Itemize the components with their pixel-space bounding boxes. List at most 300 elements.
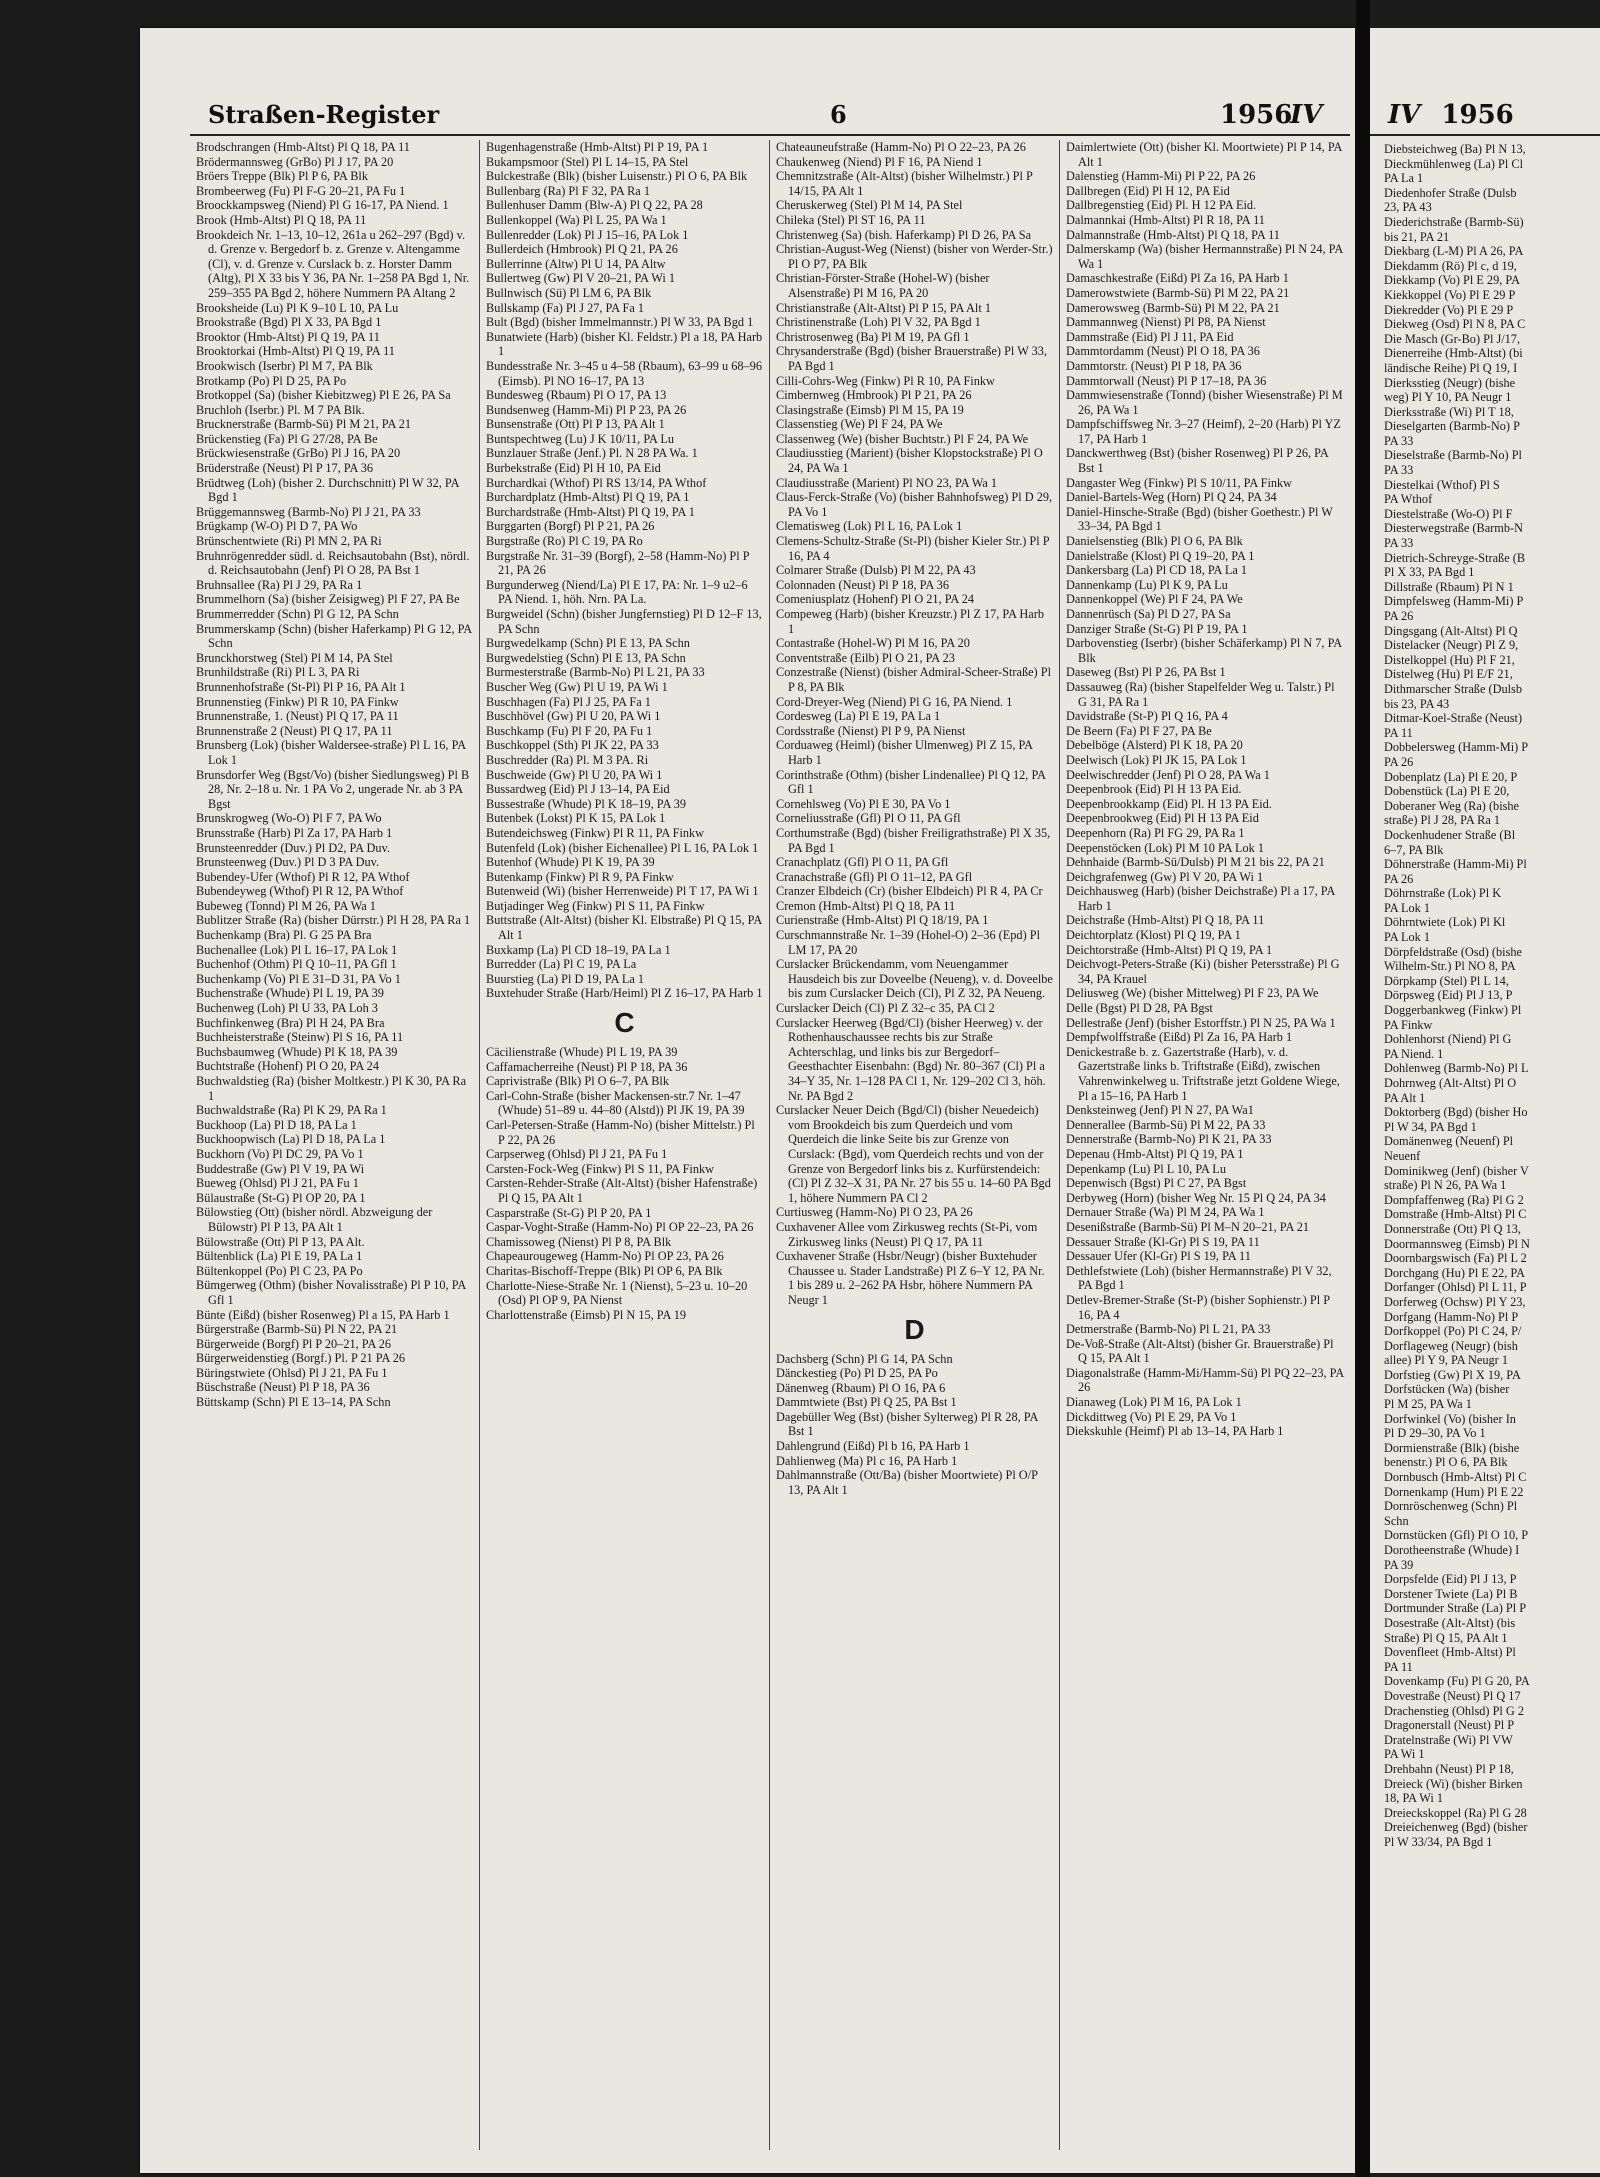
street-entry: Bundsenweg (Hamm-Mi) Pl P 23, PA 26 xyxy=(486,402,687,417)
street-entry: Dankersbarg (La) Pl CD 18, PA La 1 xyxy=(1066,563,1248,578)
street-entry: Büttskamp (Schn) Pl E 13–14, PA Schn xyxy=(196,1395,391,1410)
street-entry: Chileka (Stel) Pl ST 16, PA 11 xyxy=(776,212,926,227)
street-entry: Curschmannstraße Nr. 1–39 (Hohel-O) 2–36 (Epd) Pl LM 17, PA 20 xyxy=(776,928,1040,957)
street-entry: Buchenstraße (Whude) Pl L 19, PA 39 xyxy=(196,986,384,1001)
street-entry-fragment: PA Finkw xyxy=(1384,1017,1433,1032)
street-entry: Dänenweg (Rbaum) Pl O 16, PA 6 xyxy=(776,1380,946,1395)
street-entry: Dannenkamp (Lu) Pl K 9, PA Lu xyxy=(1066,577,1228,592)
street-entry-fragment: Diebsteichweg (Ba) Pl N 13, xyxy=(1384,142,1526,156)
street-entry: Claudiusstraße (Marient) Pl NO 23, PA Wa 1 xyxy=(776,475,998,490)
street-entry-fragment: Diekweg (Osd) Pl N 8, PA C xyxy=(1384,317,1526,332)
street-entry: Danckwerthweg (Bst) (bisher Rosenweg) Pl P 26, PA Bst 1 xyxy=(1066,446,1329,476)
street-entry: Dahlmannstraße (Ott/Ba) (bisher Moortwiete) Pl O/P 13, PA Alt 1 xyxy=(776,1468,1038,1497)
street-entry: Clemens-Schultz-Straße (St-Pl) (bisher Kieler Str.) Pl P 16, PA 4 xyxy=(776,534,1050,563)
street-entry: Curslacker Heerweg (Bgd/Cl) (bisher Heerweg) v. der Rothenhauschaussee rechts bis zur Straße Achterschlag, und links bis zur Bergedorf–Geesthachter Eisenbahn: (Bgd) Nr. 80–367 (Cl) Pl a 34–Y 35, Nr. 1–128 PA Cl 1, Nr. 129–202 Cl 3, höh. Nr. PA Bgd 2 xyxy=(776,1015,1046,1103)
street-entry: Cornehlsweg (Vo) Pl E 30, PA Vo 1 xyxy=(776,796,951,811)
street-entry: Buckhoopwisch (La) Pl D 18, PA La 1 xyxy=(196,1132,386,1147)
street-entry-fragment: PA 33 xyxy=(1384,463,1414,478)
street-entry: Buscher Weg (Gw) Pl U 19, PA Wi 1 xyxy=(486,679,668,694)
street-entry-fragment: Dovestraße (Neust) Pl Q 17 xyxy=(1384,1688,1521,1703)
street-entry: Bruhnsallee (Ra) Pl J 29, PA Ra 1 xyxy=(196,577,363,592)
street-entry: Butenhof (Whude) Pl K 19, PA 39 xyxy=(486,855,655,870)
street-entry: Curslacker Brückendamm, vom Neuengammer Hausdeich bis zur Doveelbe (Neueng), v. d. Doveelbe bis zum Curslacker Deich (Cl), Pl Z 32, PA Neueng. xyxy=(776,957,1053,1001)
street-entry: Cimbernweg (Hmbrook) Pl P 21, PA 26 xyxy=(776,388,972,403)
street-entry: Brunsberg (Lok) (bisher Waldersee-straße) Pl L 16, PA Lok 1 xyxy=(196,738,466,767)
street-entry-fragment: Dithmarscher Straße (Dulsb xyxy=(1384,681,1522,696)
street-entry: Deepenbrookkamp (Eid) Pl. H 13 PA Eid. xyxy=(1066,796,1272,811)
column-3 xyxy=(770,140,1060,2150)
street-entry: Brodschrangen (Hmb-Altst) Pl Q 18, PA 11 xyxy=(196,140,410,154)
street-entry: Bümgerweg (Othm) (bisher Novalisstraße) Pl P 10, PA Gfl 1 xyxy=(196,1278,466,1307)
street-entry: Dammannweg (Nienst) Pl P8, PA Nienst xyxy=(1066,315,1266,330)
register-page-left xyxy=(140,28,1355,2173)
street-entry: Conventstraße (Eilb) Pl O 21, PA 23 xyxy=(776,650,955,665)
street-entry-fragment: Neuenf xyxy=(1384,1148,1421,1163)
section-letter: C xyxy=(614,1007,635,1039)
street-entry: Claus-Ferck-Straße (Vo) (bisher Bahnhofsweg) Pl D 29, PA Vo 1 xyxy=(776,490,1053,519)
street-entry-fragment: Dieselstraße (Barmb-No) Pl xyxy=(1384,448,1522,463)
street-entry: Bruhnrögenredder südl. d. Reichsautobahn (Bst), nördl. d. Reichsautobahn (Jenf) Pl O 28, PA Bst 1 xyxy=(196,548,470,578)
street-entry: Bublitzer Straße (Ra) (bisher Dürrstr.) Pl H 28, PA Ra 1 xyxy=(196,913,471,928)
street-entry-fragment: Dorflageweg (Neugr) (bish xyxy=(1384,1338,1518,1353)
street-entry: Caprivistraße (Blk) Pl O 6–7, PA Blk xyxy=(486,1074,669,1089)
street-entry-fragment: straße) Pl N 26, PA Wa 1 xyxy=(1384,1178,1507,1193)
street-entry-fragment: Diekkamp (Vo) Pl E 29, PA xyxy=(1384,273,1520,288)
street-entry: Chemnitzstraße (Alt-Altst) (bisher Wilhelmstr.) Pl P 14/15, PA Alt 1 xyxy=(776,169,1033,198)
page-title: Straßen-Register xyxy=(208,100,440,129)
street-entry: Deelwisch (Lok) Pl JK 15, PA Lok 1 xyxy=(1066,752,1247,767)
street-entry: Conzestraße (Nienst) (bisher Admiral-Scheer-Straße) Pl P 8, PA Blk xyxy=(776,665,1051,694)
street-entry: Butenfeld (Lok) (bisher Eichenallee) Pl L 16, PA Lok 1 xyxy=(486,840,759,855)
street-entry: Christian-August-Weg (Nienst) (bisher von Werder-Str.) Pl O P7, PA Blk xyxy=(776,242,1053,271)
street-entry: Bubeweg (Tonnd) Pl M 26, PA Wa 1 xyxy=(196,898,376,913)
street-entry: Dangaster Weg (Finkw) Pl S 10/11, PA Finkw xyxy=(1066,475,1293,490)
street-entry-fragment: Dierksstieg (Neugr) (bishe xyxy=(1384,375,1516,390)
street-entry: Cuxhavener Allee vom Zirkusweg rechts (St-Pi, vom Zirkusweg links (Neust) Pl Q 17, PA 11 xyxy=(776,1219,1038,1249)
street-entry: Bukampsmoor (Stel) Pl L 14–15, PA Stel xyxy=(486,154,689,169)
street-entry: Bullenkoppel (Wa) Pl L 25, PA Wa 1 xyxy=(486,212,667,227)
street-entry: Deliusweg (We) (bisher Mittelweg) Pl F 23, PA We xyxy=(1066,986,1319,1001)
street-entry: Burchardstraße (Hmb-Altst) Pl Q 19, PA 1 xyxy=(486,504,695,519)
street-entry: Brödermannsweg (GrBo) Pl J 17, PA 20 xyxy=(196,154,394,169)
street-entry: Buchtstraße (Hohenf) Pl O 20, PA 24 xyxy=(196,1059,379,1074)
street-entry: Buntspechtweg (Lu) J K 10/11, PA Lu xyxy=(486,431,674,446)
street-entry: Christenweg (Sa) (bish. Haferkamp) Pl D 26, PA Sa xyxy=(776,227,1032,242)
street-entry: Brombeerweg (Fu) Pl F-G 20–21, PA Fu 1 xyxy=(196,183,406,198)
street-entry: Buschhövel (Gw) Pl U 20, PA Wi 1 xyxy=(486,709,661,724)
street-entry: Dempfwolffstraße (Eißd) Pl Za 16, PA Harb 1 xyxy=(1066,1030,1293,1045)
street-entry: Dehnhaide (Barmb-Sü/Dulsb) Pl M 21 bis 22, PA 21 xyxy=(1066,855,1325,870)
street-entry: Bürgerweidenstieg (Borgf.) Pl. P 21 PA 26 xyxy=(196,1351,406,1366)
street-entry: Bullenredder (Lok) Pl J 15–16, PA Lok 1 xyxy=(486,227,689,242)
street-entry: Bültenkoppel (Po) Pl C 23, PA Po xyxy=(196,1263,363,1278)
street-entry-fragment: Dosestraße (Alt-Altst) (bis xyxy=(1384,1615,1516,1630)
street-entry: Deepenstöcken (Lok) Pl M 10 PA Lok 1 xyxy=(1066,840,1264,855)
street-entry: Depenau (Hmb-Altst) Pl Q 19, PA 1 xyxy=(1066,1146,1244,1161)
street-entry: Bundesweg (Rbaum) Pl O 17, PA 13 xyxy=(486,388,667,403)
street-entry-fragment: Donnerstraße (Ott) Pl Q 13, xyxy=(1384,1221,1521,1236)
street-entry-fragment: Dortmunder Straße (La) Pl P xyxy=(1384,1601,1527,1616)
street-entry-fragment: Dorferweg (Ochsw) Pl Y 23, xyxy=(1384,1294,1526,1309)
street-entry: Brückwiesenstraße (GrBo) Pl J 16, PA 20 xyxy=(196,446,401,461)
column-1 xyxy=(190,140,480,2150)
street-entry: Dethlefstwiete (Loh) (bisher Hermannstraße) Pl V 32, PA Bgd 1 xyxy=(1066,1263,1332,1293)
street-entry-fragment: PA 26 xyxy=(1384,871,1414,886)
street-entry: De Beern (Fa) Pl F 27, PA Be xyxy=(1066,723,1212,738)
book-gutter xyxy=(1356,0,1370,2177)
street-entry: Brunnenstraße, 1. (Neust) Pl Q 17, PA 11 xyxy=(196,709,399,724)
right-year-label: 1956 xyxy=(1441,100,1514,130)
street-entry: Chapeaurougeweg (Hamm-No) Pl OP 23, PA 26 xyxy=(486,1249,724,1264)
street-entry-fragment: Diestelkai (Wthof) Pl S xyxy=(1384,477,1500,492)
street-entry: Brunsteenweg (Duv.) Pl D 3 PA Duv. xyxy=(196,855,380,870)
street-entry: Deichtorplatz (Klost) Pl Q 19, PA 1 xyxy=(1066,928,1241,943)
street-entry: Dassauweg (Ra) (bisher Stapelfelder Weg u. Talstr.) Pl G 31, PA Ra 1 xyxy=(1066,679,1335,709)
street-entry: Burbekstraße (Eid) Pl H 10, PA Eid xyxy=(486,461,661,476)
street-entry: Brookdeich Nr. 1–13, 10–12, 261a u 262–297 (Bgd) v. d. Grenze v. Bergedorf b. z. Grenze v. Altengamme (Cl), v. d. Grenze v. Curslack b. z. Horster Damm (Altg), Pl X 33 bis Y 36, PA Nr. 1–258 PA Bgd 1, Nr. 259–355 PA Bgd 2, höhere Nummern PA Altang 2 xyxy=(196,227,470,300)
street-entry-fragment: Dohlenhorst (Niend) Pl G xyxy=(1384,1032,1512,1047)
street-entry: Derbyweg (Horn) (bisher Weg Nr. 15 Pl Q 24, PA 34 xyxy=(1066,1190,1326,1205)
street-entry: Brunnenhofstraße (St-Pl) Pl P 16, PA Alt 1 xyxy=(196,679,406,694)
street-entry-fragment: Dockenhudener Straße (Bl xyxy=(1384,827,1516,842)
street-entry: Dessauer Straße (Kl-Gr) Pl S 19, PA 11 xyxy=(1066,1234,1260,1249)
street-entry-fragment: PA La 1 xyxy=(1384,171,1424,186)
street-entry: Brunskrogweg (Wo-O) Pl F 7, PA Wo xyxy=(196,811,382,826)
street-entry-fragment: PA 26 xyxy=(1384,609,1414,623)
street-entry: Detlev-Bremer-Straße (St-P) (bisher Sophienstr.) Pl P 16, PA 4 xyxy=(1066,1292,1330,1322)
street-entry: Dahlienweg (Ma) Pl c 16, PA Harb 1 xyxy=(776,1453,958,1468)
street-entry: De-Voß-Straße (Alt-Altst) (bisher Gr. Brauerstraße) Pl Q 15, PA Alt 1 xyxy=(1066,1336,1334,1366)
street-entry-fragment: Dierksstraße (Wi) Pl T 18, xyxy=(1384,404,1514,419)
street-entry-fragment: 6–7, PA Blk xyxy=(1384,842,1444,857)
street-entry: Dampfschiffsweg Nr. 3–27 (Heimf), 2–20 (Harb) Pl YZ 17, PA Harb 1 xyxy=(1066,417,1341,446)
street-entry-fragment: Distelkoppel (Hu) Pl F 21, xyxy=(1384,652,1515,667)
street-entry: Deelwischredder (Jenf) Pl O 28, PA Wa 1 xyxy=(1066,767,1270,782)
street-entry: Deichvogt-Peters-Straße (Ki) (bisher Petersstraße) Pl G 34, PA Krauel xyxy=(1066,957,1340,986)
street-entry: Buckhoop (La) Pl D 18, PA La 1 xyxy=(196,1117,357,1132)
street-entry-fragment: Dobbelersweg (Hamm-Mi) P xyxy=(1384,740,1529,755)
street-entry: Clasingstraße (Eimsb) Pl M 15, PA 19 xyxy=(776,402,964,417)
street-entry: Bröers Treppe (Blk) Pl P 6, PA Blk xyxy=(196,169,368,184)
street-entry: Bunsenstraße (Ott) Pl P 13, PA Alt 1 xyxy=(486,417,665,432)
column-2 xyxy=(480,140,770,2150)
street-entry: Bunzlauer Straße (Jenf.) Pl. N 28 PA Wa. 1 xyxy=(486,446,698,461)
street-entry: Butenkamp (Finkw) Pl R 9, PA Finkw xyxy=(486,869,674,884)
street-entry-fragment: Wilhelm-Str.) Pl NO 8, PA xyxy=(1384,959,1516,974)
street-entry: Brunsteenredder (Duv.) Pl D2, PA Duv. xyxy=(196,840,390,855)
right-header-rule xyxy=(1370,134,1600,136)
street-entry: Depenwisch (Bgst) Pl C 27, PA Bgst xyxy=(1066,1176,1247,1191)
street-entry: Caffamacherreihe (Neust) Pl P 18, PA 36 xyxy=(486,1059,688,1074)
street-entry: Buchenkamp (Bra) Pl. G 25 PA Bra xyxy=(196,928,372,943)
street-entry-fragment: straße) Pl J 28, PA Ra 1 xyxy=(1384,813,1501,828)
street-entry-fragment: Die Masch (Gr-Bo) Pl J/17, xyxy=(1384,331,1521,346)
street-entry-fragment: Domänenweg (Neuenf) Pl xyxy=(1384,1134,1514,1149)
street-entry: Bünte (Eißd) (bisher Rosenweg) Pl a 15, PA Harb 1 xyxy=(196,1307,450,1322)
street-entry: Cordsstraße (Nienst) Pl P 9, PA Nienst xyxy=(776,723,966,738)
street-entry: Clematisweg (Lok) Pl L 16, PA Lok 1 xyxy=(776,519,963,534)
street-entry-fragment: Dorstener Twiete (La) Pl B xyxy=(1384,1586,1518,1601)
page-number: 6 xyxy=(830,100,847,129)
street-entry-fragment: Dieckmühlenweg (La) Pl Cl xyxy=(1384,156,1523,171)
street-entry: Dalenstieg (Hamm-Mi) Pl P 22, PA 26 xyxy=(1066,169,1256,184)
street-entry: Brookstraße (Bgd) Pl X 33, PA Bgd 1 xyxy=(196,315,382,330)
street-entry-fragment: Pl D 29–30, PA Vo 1 xyxy=(1384,1426,1486,1441)
street-entry: Classenstieg (We) Pl F 24, PA We xyxy=(776,417,943,432)
street-entry: Brunnenstieg (Finkw) Pl R 10, PA Finkw xyxy=(196,694,399,709)
street-entry-fragment: Distelacker (Neugr) Pl Z 9, xyxy=(1384,638,1519,653)
street-entry: Corinthstraße (Othm) (bisher Lindenallee) Pl Q 12, PA Gfl 1 xyxy=(776,767,1046,797)
street-entry: Buchenkamp (Vo) Pl E 31–D 31, PA Vo 1 xyxy=(196,971,401,986)
street-entry-fragment: Dompfaffenweg (Ra) Pl G 2 xyxy=(1384,1192,1524,1207)
street-entry: Dessauer Ufer (Kl-Gr) Pl S 19, PA 11 xyxy=(1066,1249,1251,1264)
street-entry-fragment: PA 39 xyxy=(1384,1557,1414,1572)
street-entry: Dannenrüsch (Sa) Pl D 27, PA Sa xyxy=(1066,607,1231,621)
street-entry: Comeniusplatz (Hohenf) Pl O 21, PA 24 xyxy=(776,592,974,607)
street-entry-fragment: Domstraße (Hmb-Altst) Pl C xyxy=(1384,1207,1527,1222)
street-entry-fragment: Dorfstücken (Wa) (bisher xyxy=(1384,1382,1510,1397)
street-entry-fragment: Dornenkamp (Hum) Pl E 22 xyxy=(1384,1484,1524,1499)
street-entry: Cranachstraße (Gfl) Pl O 11–12, PA Gfl xyxy=(776,869,973,884)
street-entry: Brotkoppel (Sa) (bisher Kiebitzweg) Pl E 26, PA Sa xyxy=(196,388,451,403)
street-entry-fragment: ländische Reihe) Pl Q 19, I xyxy=(1384,360,1518,375)
street-entry: Dalmannkai (Hmb-Altst) Pl R 18, PA 11 xyxy=(1066,212,1265,227)
street-entry: Brook (Hmb-Altst) Pl Q 18, PA 11 xyxy=(196,212,367,227)
street-entry: Burgweidel (Schn) (bisher Jungfernstieg) Pl D 12–F 13, PA Schn xyxy=(486,607,762,636)
street-entry: Dennerstraße (Barmb-No) Pl K 21, PA 33 xyxy=(1066,1132,1272,1147)
street-entry: Dallbregenstieg (Eid) Pl. H 12 PA Eid. xyxy=(1066,198,1257,213)
street-entry: Brüggemannsweg (Barmb-No) Pl J 21, PA 33 xyxy=(196,504,421,519)
street-entry-fragment: bis 21, PA 21 xyxy=(1384,229,1450,244)
street-entry: Brotkamp (Po) Pl D 25, PA Po xyxy=(196,373,347,388)
street-entry: Dickdittweg (Vo) Pl E 29, PA Vo 1 xyxy=(1066,1409,1237,1424)
street-entry: Christian-Förster-Straße (Hohel-W) (bisher Alsenstraße) Pl M 16, PA 20 xyxy=(776,271,990,300)
street-entry: Brooksheide (Lu) Pl K 9–10 L 10, PA Lu xyxy=(196,300,399,315)
street-entry: Chaukenweg (Niend) Pl F 16, PA Niend 1 xyxy=(776,154,983,169)
street-entry: Dellestraße (Jenf) (bisher Estorffstr.) Pl N 25, PA Wa 1 xyxy=(1066,1015,1336,1030)
street-entry: Bullerdeich (Hmbrook) Pl Q 21, PA 26 xyxy=(486,242,678,257)
street-entry: Bülaustraße (St-G) Pl OP 20, PA 1 xyxy=(196,1190,366,1205)
street-entry-fragment: PA Lok 1 xyxy=(1384,900,1431,915)
street-entry: Buckhorn (Vo) Pl DC 29, PA Vo 1 xyxy=(196,1146,364,1161)
street-entry: Broockkampsweg (Niend) Pl G 16-17, PA Niend. 1 xyxy=(196,198,449,213)
street-entry: Diekskuhle (Heimf) Pl ab 13–14, PA Harb 1 xyxy=(1066,1424,1284,1439)
street-entry: Brummerredder (Schn) Pl G 12, PA Schn xyxy=(196,607,399,621)
street-entry-fragment: Straße) Pl Q 15, PA Alt 1 xyxy=(1384,1630,1508,1645)
street-entry-fragment: Dobenstück (La) Pl E 20, xyxy=(1384,784,1510,799)
street-entry: Buurstieg (La) Pl D 19, PA La 1 xyxy=(486,971,645,986)
street-entry: Dagebüller Weg (Bst) (bisher Sylterweg) Pl R 28, PA Bst 1 xyxy=(776,1409,1038,1439)
street-entry: Bullenbarg (Ra) Pl F 32, PA Ra 1 xyxy=(486,183,650,198)
street-entry-fragment: Dohrnweg (Alt-Altst) Pl O xyxy=(1384,1076,1517,1090)
street-entry: Buchwaldstraße (Ra) Pl K 29, PA Ra 1 xyxy=(196,1103,387,1118)
street-entry: Brünschentwiete (Ri) Pl MN 2, PA Ri xyxy=(196,534,382,549)
street-entry-fragment: PA 33 xyxy=(1384,433,1414,448)
street-entry-fragment: Dohlenweg (Barmb-No) Pl L xyxy=(1384,1061,1529,1076)
street-entry: Chateauneufstraße (Hamm-No) Pl O 22–23, PA 26 xyxy=(776,140,1026,154)
street-entry: Buttstraße (Alt-Altst) (bisher Kl. Elbstraße) Pl Q 15, PA Alt 1 xyxy=(486,913,762,943)
column-4 xyxy=(1060,140,1350,2150)
street-entry-fragment: Pl X 33, PA Bgd 1 xyxy=(1384,565,1475,580)
street-entry: Burgwedelkamp (Schn) Pl E 13, PA Schn xyxy=(486,636,690,651)
right-column xyxy=(1384,142,1600,1849)
street-entry: Dianaweg (Lok) Pl M 16, PA Lok 1 xyxy=(1066,1395,1242,1410)
register-columns xyxy=(190,140,1350,2150)
street-entry: Cäcilienstraße (Whude) Pl L 19, PA 39 xyxy=(486,1045,678,1060)
street-entry: Burmesterstraße (Barmb-No) Pl L 21, PA 33 xyxy=(486,665,705,680)
street-entry: Bulckestraße (Blk) (bisher Luisenstr.) Pl O 6, PA Blk xyxy=(486,169,748,184)
street-entry-fragment: Dovenfleet (Hmb-Altst) Pl xyxy=(1384,1645,1516,1660)
street-entry: Danziger Straße (St-G) Pl P 19, PA 1 xyxy=(1066,621,1248,636)
street-entry: Cremon (Hmb-Altst) Pl Q 18, PA 11 xyxy=(776,898,956,913)
street-entry: Corthumstraße (Bgd) (bisher Freiligrathstraße) Pl X 35, PA Bgd 1 xyxy=(776,825,1051,855)
street-entry: Bürgerweide (Borgf) Pl P 20–21, PA 26 xyxy=(196,1336,392,1351)
street-entry: Dammtwiete (Bst) Pl Q 25, PA Bst 1 xyxy=(776,1395,957,1410)
street-entry-fragment: Dreieichenweg (Bgd) (bisher xyxy=(1384,1820,1528,1835)
street-entry: Butenweid (Wi) (bisher Herrenweide) Pl T 17, PA Wi 1 xyxy=(486,884,759,899)
street-entry: Burredder (La) Pl C 19, PA La xyxy=(486,957,637,972)
street-entry: Dernauer Straße (Wa) Pl M 24, PA Wa 1 xyxy=(1066,1205,1265,1220)
street-entry-fragment: Doggerbankweg (Finkw) Pl xyxy=(1384,1003,1522,1018)
street-entry: Dannenkoppel (We) Pl F 24, PA We xyxy=(1066,592,1243,607)
street-entry-fragment: Schn xyxy=(1384,1513,1409,1528)
street-entry: Buxkamp (La) Pl CD 18–19, PA La 1 xyxy=(486,942,671,957)
street-entry-fragment: Döhnerstraße (Hamm-Mi) Pl xyxy=(1384,857,1527,872)
street-entry: Brüdtweg (Loh) (bisher 2. Durchschnitt) Pl W 32, PA Bgd 1 xyxy=(196,475,459,505)
street-entry-fragment: Doormannsweg (Eimsb) Pl N xyxy=(1384,1236,1530,1251)
street-entry: Carpserweg (Ohlsd) Pl J 21, PA Fu 1 xyxy=(486,1147,668,1162)
street-entry-fragment: Dobenplatz (La) Pl E 20, P xyxy=(1384,769,1518,784)
street-entry: Buddestraße (Gw) Pl V 19, PA Wi xyxy=(196,1161,365,1176)
street-entry: Brunsdorfer Weg (Bgst/Vo) (bisher Siedlungsweg) Pl B 28, Nr. 2–18 u. Nr. 1 PA Vo 2, ungerade Nr. ab 3 PA Bgst xyxy=(196,767,470,811)
street-entry: Damaschkestraße (Eißd) Pl Za 16, PA Harb 1 xyxy=(1066,271,1289,286)
street-entry-fragment: Dienerreihe (Hmb-Altst) (bi xyxy=(1384,346,1523,361)
street-entry: Bult (Bgd) (bisher Immelmannstr.) Pl W 33, PA Bgd 1 xyxy=(486,315,754,330)
street-entry: Daniel-Bartels-Weg (Horn) Pl Q 24, PA 34 xyxy=(1066,490,1277,505)
street-entry: Charlottenstraße (Eimsb) Pl N 15, PA 19 xyxy=(486,1307,687,1322)
street-entry: Chamissoweg (Nienst) Pl P 8, PA Blk xyxy=(486,1234,672,1249)
street-entry: Dänckestieg (Po) Pl D 25, PA Po xyxy=(776,1366,938,1381)
street-entry: Butendeichsweg (Finkw) Pl R 11, PA Finkw xyxy=(486,825,705,840)
street-entry: Darbovenstieg (Iserbr) (bisher Schäferkamp) Pl N 7, PA Blk xyxy=(1066,636,1342,665)
section-label: IV xyxy=(1290,100,1323,130)
street-entry: Brunckhorstweg (Stel) Pl M 14, PA Stel xyxy=(196,650,393,665)
street-entry: Buchsbaumweg (Whude) Pl K 18, PA 39 xyxy=(196,1044,398,1059)
street-entry: Dammtorstr. (Neust) Pl P 18, PA 36 xyxy=(1066,358,1242,373)
street-entry: Claudiusstieg (Marient) (bisher Klopstockstraße) Pl O 24, PA Wa 1 xyxy=(776,446,1043,476)
street-entry: Bugenhagenstraße (Hmb-Altst) Pl P 19, PA 1 xyxy=(486,140,709,154)
street-entry: Dalmannstraße (Hmb-Altst) Pl Q 18, PA 11 xyxy=(1066,227,1280,242)
street-entry: Burgstraße Nr. 31–39 (Borgf), 2–58 (Hamm-No) Pl P 21, PA 26 xyxy=(486,548,750,578)
street-entry: Deepenhorn (Ra) Pl FG 29, PA Ra 1 xyxy=(1066,825,1245,840)
street-entry: Curslacker Deich (Cl) Pl Z 32–c 35, PA Cl 2 xyxy=(776,1001,995,1016)
street-entry-fragment: PA 11 xyxy=(1384,1659,1413,1674)
street-entry: Bussestraße (Whude) Pl K 18–19, PA 39 xyxy=(486,796,687,811)
street-entry: Buschhagen (Fa) Pl J 25, PA Fa 1 xyxy=(486,694,651,709)
section-letter: D xyxy=(904,1313,925,1345)
street-entry-fragment: PA 26 xyxy=(1384,754,1414,769)
street-entry: Bundesstraße Nr. 3–45 u 4–58 (Rbaum), 63–99 u 68–96 (Eimsb). Pl NO 16–17, PA 13 xyxy=(486,358,762,388)
street-entry: Dammtorwall (Neust) Pl P 17–18, PA 36 xyxy=(1066,373,1267,388)
street-entry: Brooktor (Hmb-Altst) Pl Q 19, PA 11 xyxy=(196,329,380,344)
street-entry: Diagonalstraße (Hamm-Mi/Hamm-Sü) Pl PQ 22–23, PA 26 xyxy=(1066,1365,1344,1395)
street-entry: Bullerrinne (Altw) Pl U 14, PA Altw xyxy=(486,256,666,271)
street-entry-fragment: Dorpsfelde (Eid) Pl J 13, P xyxy=(1384,1572,1517,1587)
street-entry-fragment: Dratelnstraße (Wi) Pl VW xyxy=(1384,1732,1513,1747)
street-entry: Bullnwisch (Sü) Pl LM 6, PA Blk xyxy=(486,285,652,300)
street-entry-fragment: 18, PA Wi 1 xyxy=(1384,1791,1443,1806)
street-entry-fragment: Dörpsweg (Eid) Pl J 13, P xyxy=(1384,988,1513,1003)
street-entry-fragment: Dragonerstall (Neust) Pl P xyxy=(1384,1718,1515,1733)
street-entry-fragment: allee) Pl Y 9, PA Neugr 1 xyxy=(1384,1353,1508,1368)
street-entry: Chrysanderstraße (Bgd) (bisher Brauerstraße) Pl W 33, PA Bgd 1 xyxy=(776,344,1048,373)
street-entry: Christianstraße (Alt-Altst) Pl P 15, PA Alt 1 xyxy=(776,300,991,315)
street-entry-fragment: Dornbusch (Hmb-Altst) Pl C xyxy=(1384,1470,1527,1485)
street-entry: Contastraße (Hohel-W) Pl M 16, PA 20 xyxy=(776,636,970,651)
street-entry-fragment: Dorotheenstraße (Whude) I xyxy=(1384,1543,1520,1557)
street-entry: Desenißstraße (Barmb-Sü) Pl M–N 20–21, PA 21 xyxy=(1066,1219,1310,1234)
street-entry-fragment: Dorfstieg (Gw) Pl X 19, PA xyxy=(1384,1367,1521,1382)
street-entry: Corneliusstraße (Gfl) Pl O 11, PA Gfl xyxy=(776,811,961,826)
street-entry: Buschweide (Gw) Pl U 20, PA Wi 1 xyxy=(486,767,663,782)
street-entry: Buchenweg (Loh) Pl U 33, PA Loh 3 xyxy=(196,1001,378,1016)
street-entry-fragment: Dominikweg (Jenf) (bisher V xyxy=(1384,1163,1529,1178)
street-entry: Christinenstraße (Loh) Pl V 32, PA Bgd 1 xyxy=(776,315,981,330)
street-entry-fragment: PA Lok 1 xyxy=(1384,930,1431,945)
street-entry: Daimlertwiete (Ott) (bisher Kl. Moortwiete) Pl P 14, PA Alt 1 xyxy=(1066,140,1342,169)
street-entry: Dallbregen (Eid) Pl H 12, PA Eid xyxy=(1066,183,1230,198)
street-entry-fragment: Dorfwinkel (Vo) (bisher In xyxy=(1384,1411,1516,1426)
street-entry-fragment: Dörpfeldstraße (Osd) (bishe xyxy=(1384,944,1522,959)
street-entry: Damerowstwiete (Barmb-Sü) Pl M 22, PA 21 xyxy=(1066,285,1290,300)
street-entry: Burgunderweg (Niend/La) Pl E 17, PA: Nr. 1–9 u2–6 PA Niend. 1, höh. Nrn. PA La. xyxy=(486,577,748,607)
street-entry: Cranzer Elbdeich (Cr) (bisher Elbdeich) Pl R 4, PA Cr xyxy=(776,884,1043,899)
street-entry: Brückenstieg (Fa) Pl G 27/28, PA Be xyxy=(196,431,378,446)
street-entry: Danielstraße (Klost) Pl Q 19–20, PA 1 xyxy=(1066,548,1255,563)
street-entry: Deichtorstraße (Hmb-Altst) Pl Q 19, PA 1 xyxy=(1066,942,1273,957)
street-entry: Compeweg (Harb) (bisher Kreuzstr.) Pl Z 17, PA Harb 1 xyxy=(776,607,1044,636)
street-entry: Brummerskamp (Schn) (bisher Haferkamp) Pl G 12, PA Schn xyxy=(196,621,472,651)
street-entry-fragment: Dorfgang (Hamm-No) Pl P xyxy=(1384,1309,1519,1324)
street-entry-fragment: Pl W 33/34, PA Bgd 1 xyxy=(1384,1834,1493,1849)
street-entry: Bullskamp (Fa) Pl J 27, PA Fa 1 xyxy=(486,300,645,315)
street-entry-fragment: Dovenkamp (Fu) Pl G 20, PA xyxy=(1384,1674,1530,1689)
street-entry: Bullenhuser Damm (Blw-A) Pl Q 22, PA 28 xyxy=(486,198,703,213)
street-entry-fragment: PA Wi 1 xyxy=(1384,1747,1425,1762)
street-entry: Buschkoppel (Sth) Pl JK 22, PA 33 xyxy=(486,738,659,753)
street-entry: Buchenallee (Lok) Pl L 16–17, PA Lok 1 xyxy=(196,942,398,957)
street-entry: Burgwedelstieg (Schn) Pl E 13, PA Schn xyxy=(486,650,686,665)
street-entry: Daniel-Hinsche-Straße (Bgd) (bisher Goethestr.) Pl W 33–34, PA Bgd 1 xyxy=(1066,504,1333,534)
street-entry: Deichstraße (Hmb-Altst) Pl Q 18, PA 11 xyxy=(1066,913,1265,928)
street-entry: Cilli-Cohrs-Weg (Finkw) Pl R 10, PA Finkw xyxy=(776,373,995,388)
street-entry-fragment: Dillstraße (Rbaum) Pl N 1 xyxy=(1384,579,1514,594)
street-entry-fragment: Dörpkamp (Stel) Pl L 14, xyxy=(1384,973,1509,988)
street-entry-fragment: Dorchgang (Hu) Pl E 22, PA xyxy=(1384,1265,1525,1280)
street-entry: Curslacker Neuer Deich (Bgd/Cl) (bisher Neuedeich) vom Brookdeich bis zum Querdeich und vom Querdeich die linke Seite bis zur Grenze von Curslack: (Bgd), vom Querdeich rechts und von der Grenze von Bergedorf links bis z. Kurfürstendeich: (Cl) Pl Z 32–X 31, PA Nr. 27 bis 55 u. 14–60 PA Bgd 1, höhere Nummern PA Cl 2 xyxy=(776,1103,1051,1205)
street-entry: Bruchloh (Iserbr.) Pl. M 7 PA Blk. xyxy=(196,402,365,417)
street-entry: Brüderstraße (Neust) Pl P 17, PA 36 xyxy=(196,461,374,476)
street-entry: Burgstraße (Ro) Pl C 19, PA Ro xyxy=(486,534,643,549)
street-entry: Depenkamp (Lu) Pl L 10, PA Lu xyxy=(1066,1161,1226,1176)
street-entry-fragment: Pl W 34, PA Bgd 1 xyxy=(1384,1119,1477,1134)
street-entry-fragment: Pl M 25, PA Wa 1 xyxy=(1384,1397,1472,1412)
street-entry: Dammtordamm (Neust) Pl O 18, PA 36 xyxy=(1066,344,1260,359)
street-entry: Curienstraße (Hmb-Altst) Pl Q 18/19, PA 1 xyxy=(776,913,989,928)
street-entry-fragment: PA Niend. 1 xyxy=(1384,1046,1444,1061)
street-entry-fragment: Dimpfelsweg (Hamm-Mi) P xyxy=(1384,594,1524,609)
street-entry: Bültenblick (La) Pl E 19, PA La 1 xyxy=(196,1249,363,1264)
